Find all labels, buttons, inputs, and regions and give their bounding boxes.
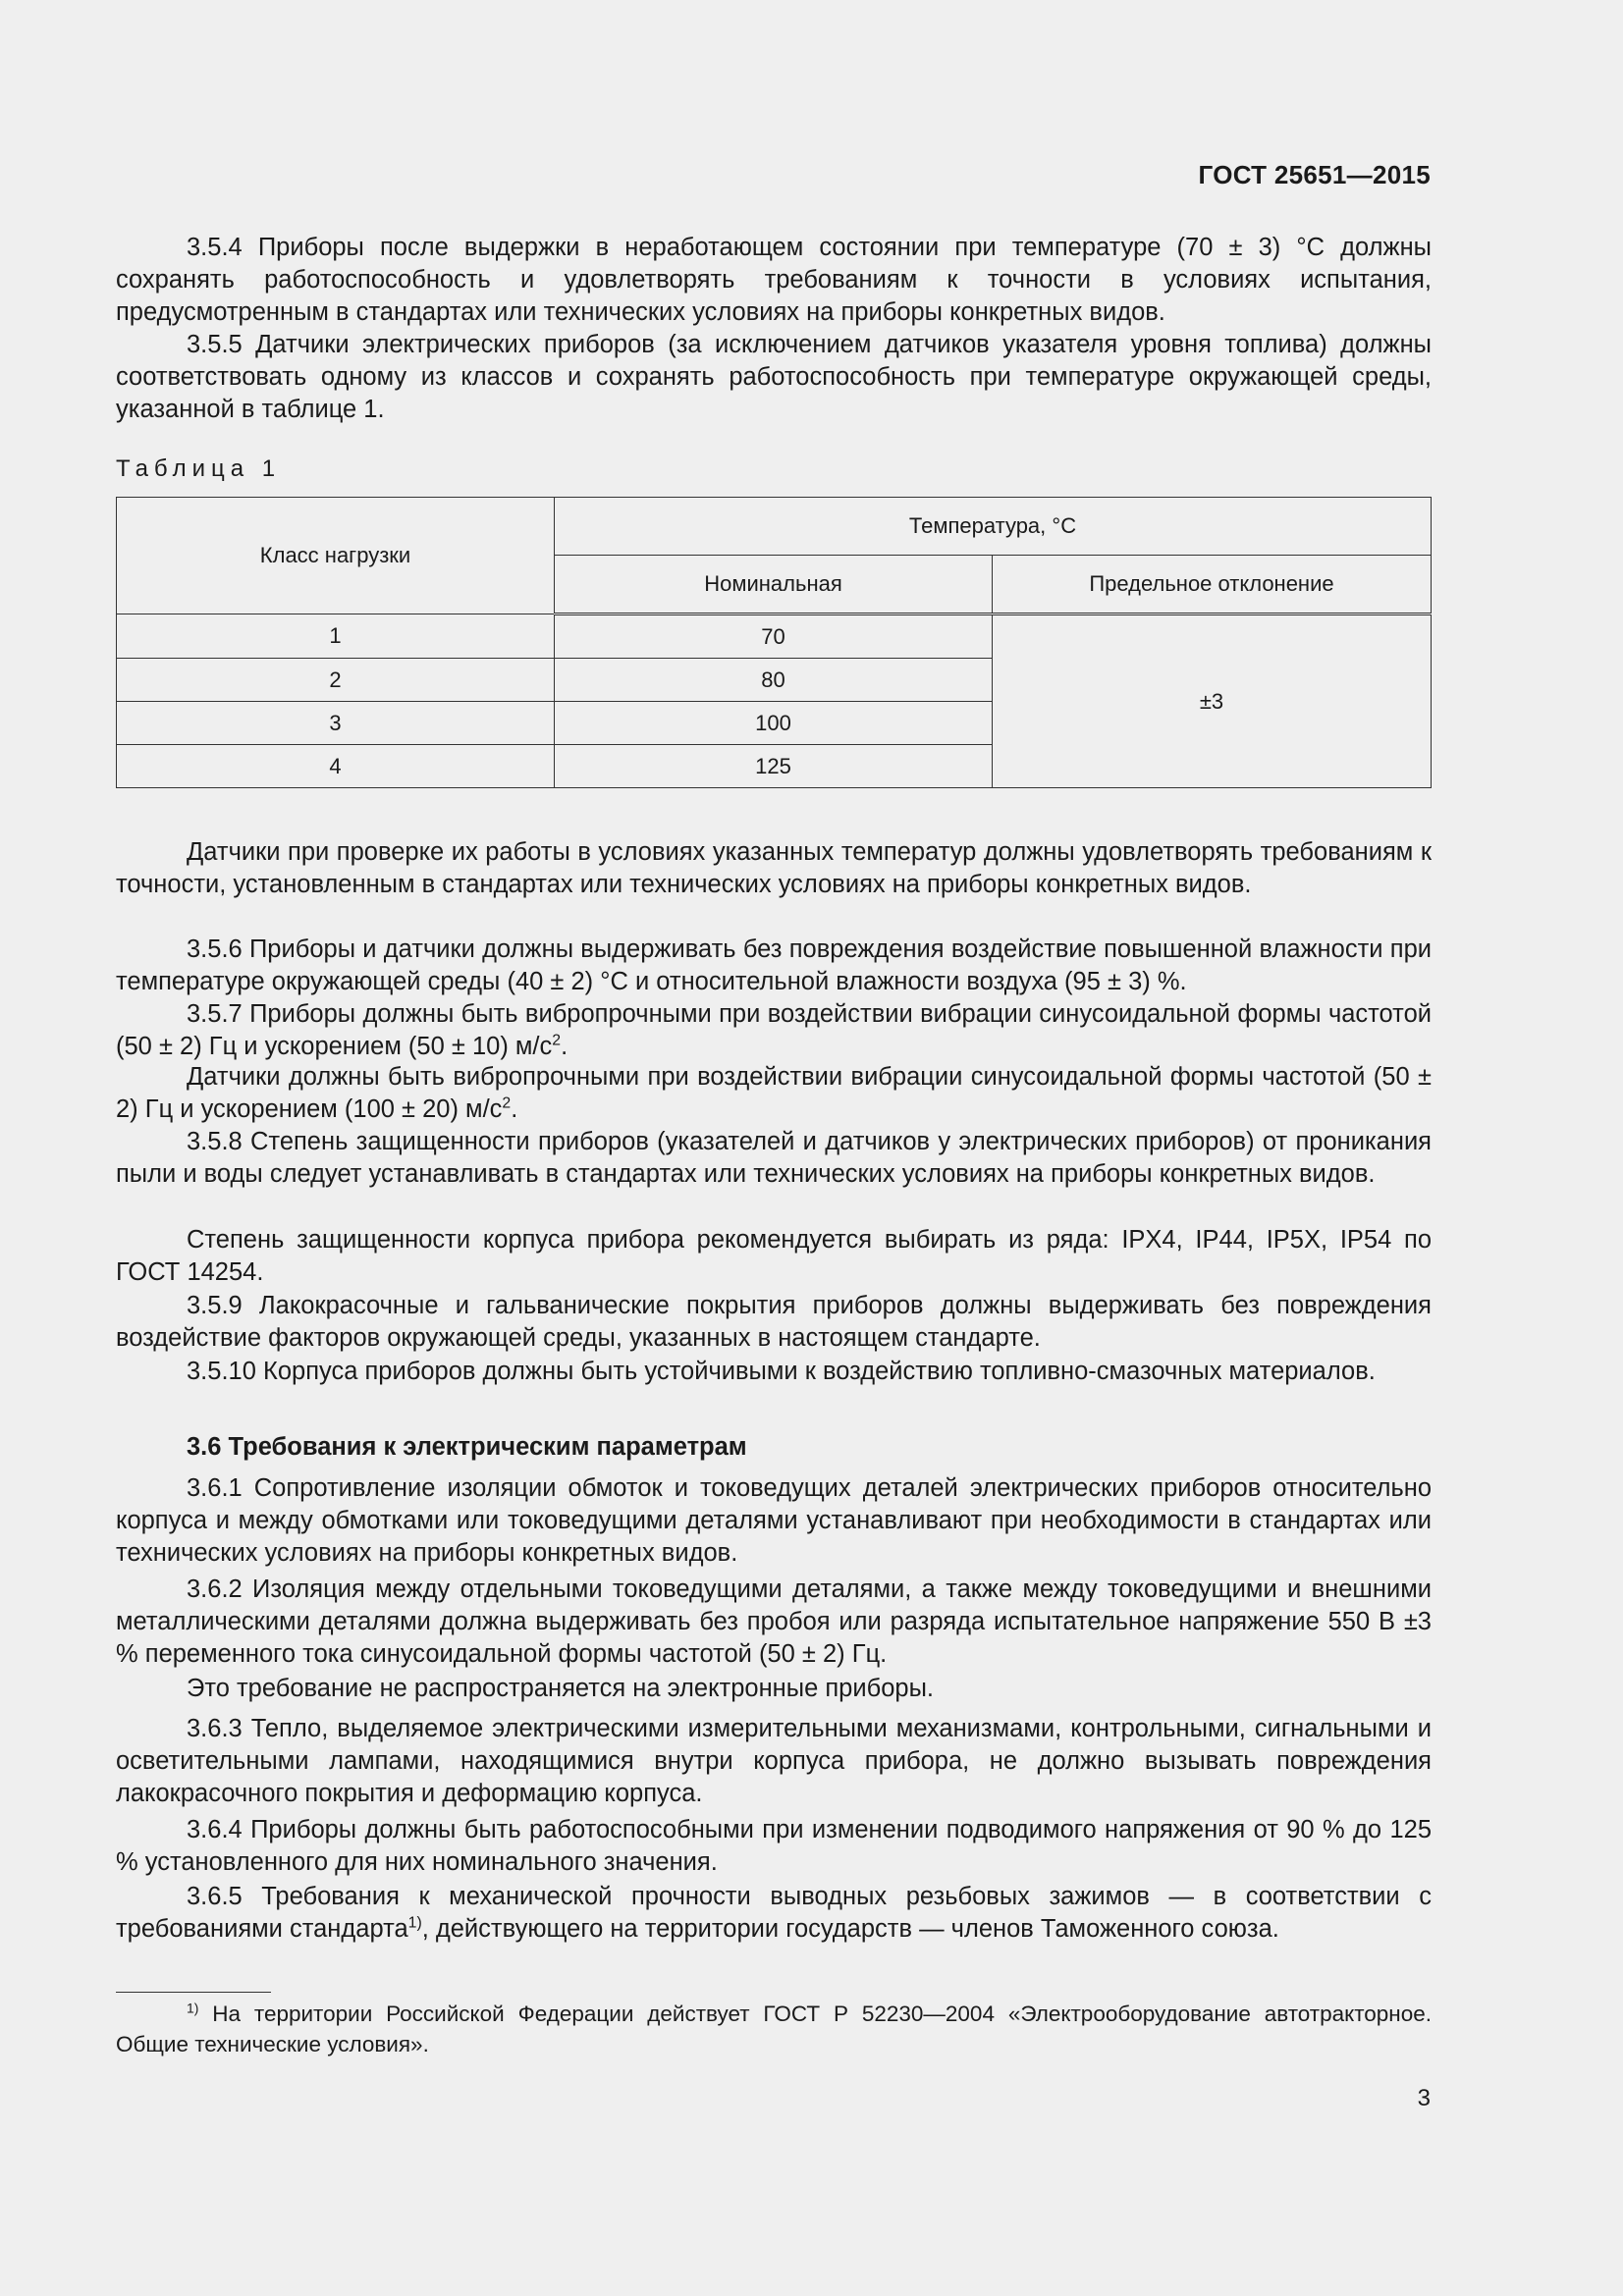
document-number-header: ГОСТ 25651—2015 xyxy=(1198,160,1431,189)
paragraph-sensor-vibration: Датчики должны быть вибропрочными при воздействии вибрации синусоидальной формы частотой (50 ± 2) Гц и ускорением (100 ± 20) $м/с^2$. xyxy=(116,1063,1432,1123)
footnote-text: На территории Российской Федерации действует ГОСТ Р 52230—2004 «Электрооборудование автотракторное. Общие технические условия». xyxy=(116,2002,1432,2056)
cell-class: 4 xyxy=(117,745,555,788)
paragraph-3-5-5: 3.5.5 Датчики электрических приборов (за исключением датчиков указателя уровня топлива) должны соответствовать одному из классов и сохранять работоспособность при температуре окружающей среды, указанной в таблице 1. xyxy=(116,331,1432,423)
paragraph-sensor-accuracy: Датчики при проверке их работы в условиях указанных температур должны удовлетворять требованиям к точности, установленным в стандартах или технических условиях на приборы конкретных видов. xyxy=(116,838,1432,898)
page-number: 3 xyxy=(1417,2085,1431,2111)
paragraph-3-5-8: 3.5.8 Степень защищенности приборов (указателей и датчиков у электрических приборов) от проникания пыли и воды следует устанавливать в стандартах или технических условиях на приборы конкретных видов. xyxy=(116,1128,1432,1188)
cell-nominal: 125 xyxy=(555,745,993,788)
cell-nominal: 80 xyxy=(555,659,993,702)
paragraph-3-5-7: 3.5.7 Приборы должны быть вибропрочными при воздействии вибрации синусоидальной формы частотой (50 ± 2) Гц и ускорением (50 ± 10) $м/с^2$. xyxy=(116,1000,1432,1060)
header-load-class: Класс нагрузки xyxy=(117,498,555,614)
paragraph-3-6-4: 3.6.4 Приборы должны быть работоспособными при изменении подводимого напряжения от 90 % до 125 % установленного для них номинального значения. xyxy=(116,1816,1432,1876)
paragraph-3-6-2: 3.6.2 Изоляция между отдельными токоведущими деталями, а также между токоведущими и внешними металлическими деталями должна выдерживать без пробоя или разряда испытательное напряжение 550 В ±3 % переменного тока синусоидальной формы частотой (50 ± 2) Гц. xyxy=(116,1575,1432,1668)
footnote-divider xyxy=(116,1992,271,1993)
paragraph-3-6-1: 3.6.1 Сопротивление изоляции обмоток и токоведущих деталей электрических приборов относительно корпуса и между обмотками или токоведущими деталями устанавливают при необходимости в стандартах или технических условиях на приборы конкретных видов. xyxy=(116,1474,1432,1567)
cell-class: 3 xyxy=(117,702,555,745)
footnote-marker: 1) xyxy=(187,2000,199,2016)
cell-class: 2 xyxy=(117,659,555,702)
paragraph-3-6-3: 3.6.3 Тепло, выделяемое электрическими измерительными механизмами, контрольными, сигнальными и осветительными лампами, находящимися внутри корпуса прибора, не должно вызывать повреждения лакокрасочного покрытия и деформацию корпуса. xyxy=(116,1715,1432,1807)
header-deviation: Предельное отклонение xyxy=(993,556,1432,614)
table-caption: Таблица 1 xyxy=(116,455,282,482)
paragraph-3-5-4: 3.5.4 Приборы после выдержки в неработающем состоянии при температуре (70 ± 3) °C должны сохранять работоспособность и удовлетворять требованиям к точности в условиях испытания, предусмотренным в стандартах или технических условиях на приборы конкретных видов. xyxy=(116,234,1432,326)
header-nominal: Номинальная xyxy=(555,556,993,614)
paragraph-3-5-6: 3.5.6 Приборы и датчики должны выдерживать без повреждения воздействие повышенной влажности при температуре окружающей среды (40 ± 2) °C и относительной влажности воздуха (95 ± 3) %. xyxy=(116,935,1432,995)
paragraph-3-6-5: 3.6.5 Требования к механической прочности выводных резьбовых зажимов — в соответствии с требованиями стандарта$^{1)}$, действующего на территории государств — членов Таможенного союза. xyxy=(116,1883,1432,1943)
paragraph-ip-rating: Степень защищенности корпуса прибора рекомендуется выбирать из ряда: IPX4, IP44, IP5X, IP54 по ГОСТ 14254. xyxy=(116,1226,1432,1286)
header-temperature: Температура, °C xyxy=(555,498,1432,556)
cell-deviation: ±3 xyxy=(993,614,1432,788)
section-heading-3-6: 3.6 Требования к электрическим параметрам xyxy=(187,1433,747,1461)
table-row xyxy=(117,614,1432,659)
footnote xyxy=(116,1999,1432,2059)
load-class-table xyxy=(116,497,1432,788)
paragraph-3-5-9: 3.5.9 Лакокрасочные и гальванические покрытия приборов должны выдерживать без повреждения воздействие факторов окружающей среды, указанных в настоящем стандарте. xyxy=(116,1292,1432,1352)
cell-nominal: 70 xyxy=(555,614,993,659)
paragraph-electronic-exception: Это требование не распространяется на электронные приборы. xyxy=(187,1675,934,1702)
paragraph-3-5-10: 3.5.10 Корпуса приборов должны быть устойчивыми к воздействию топливно-смазочных материалов. xyxy=(187,1358,1376,1385)
cell-nominal: 100 xyxy=(555,702,993,745)
cell-class: 1 xyxy=(117,614,555,659)
